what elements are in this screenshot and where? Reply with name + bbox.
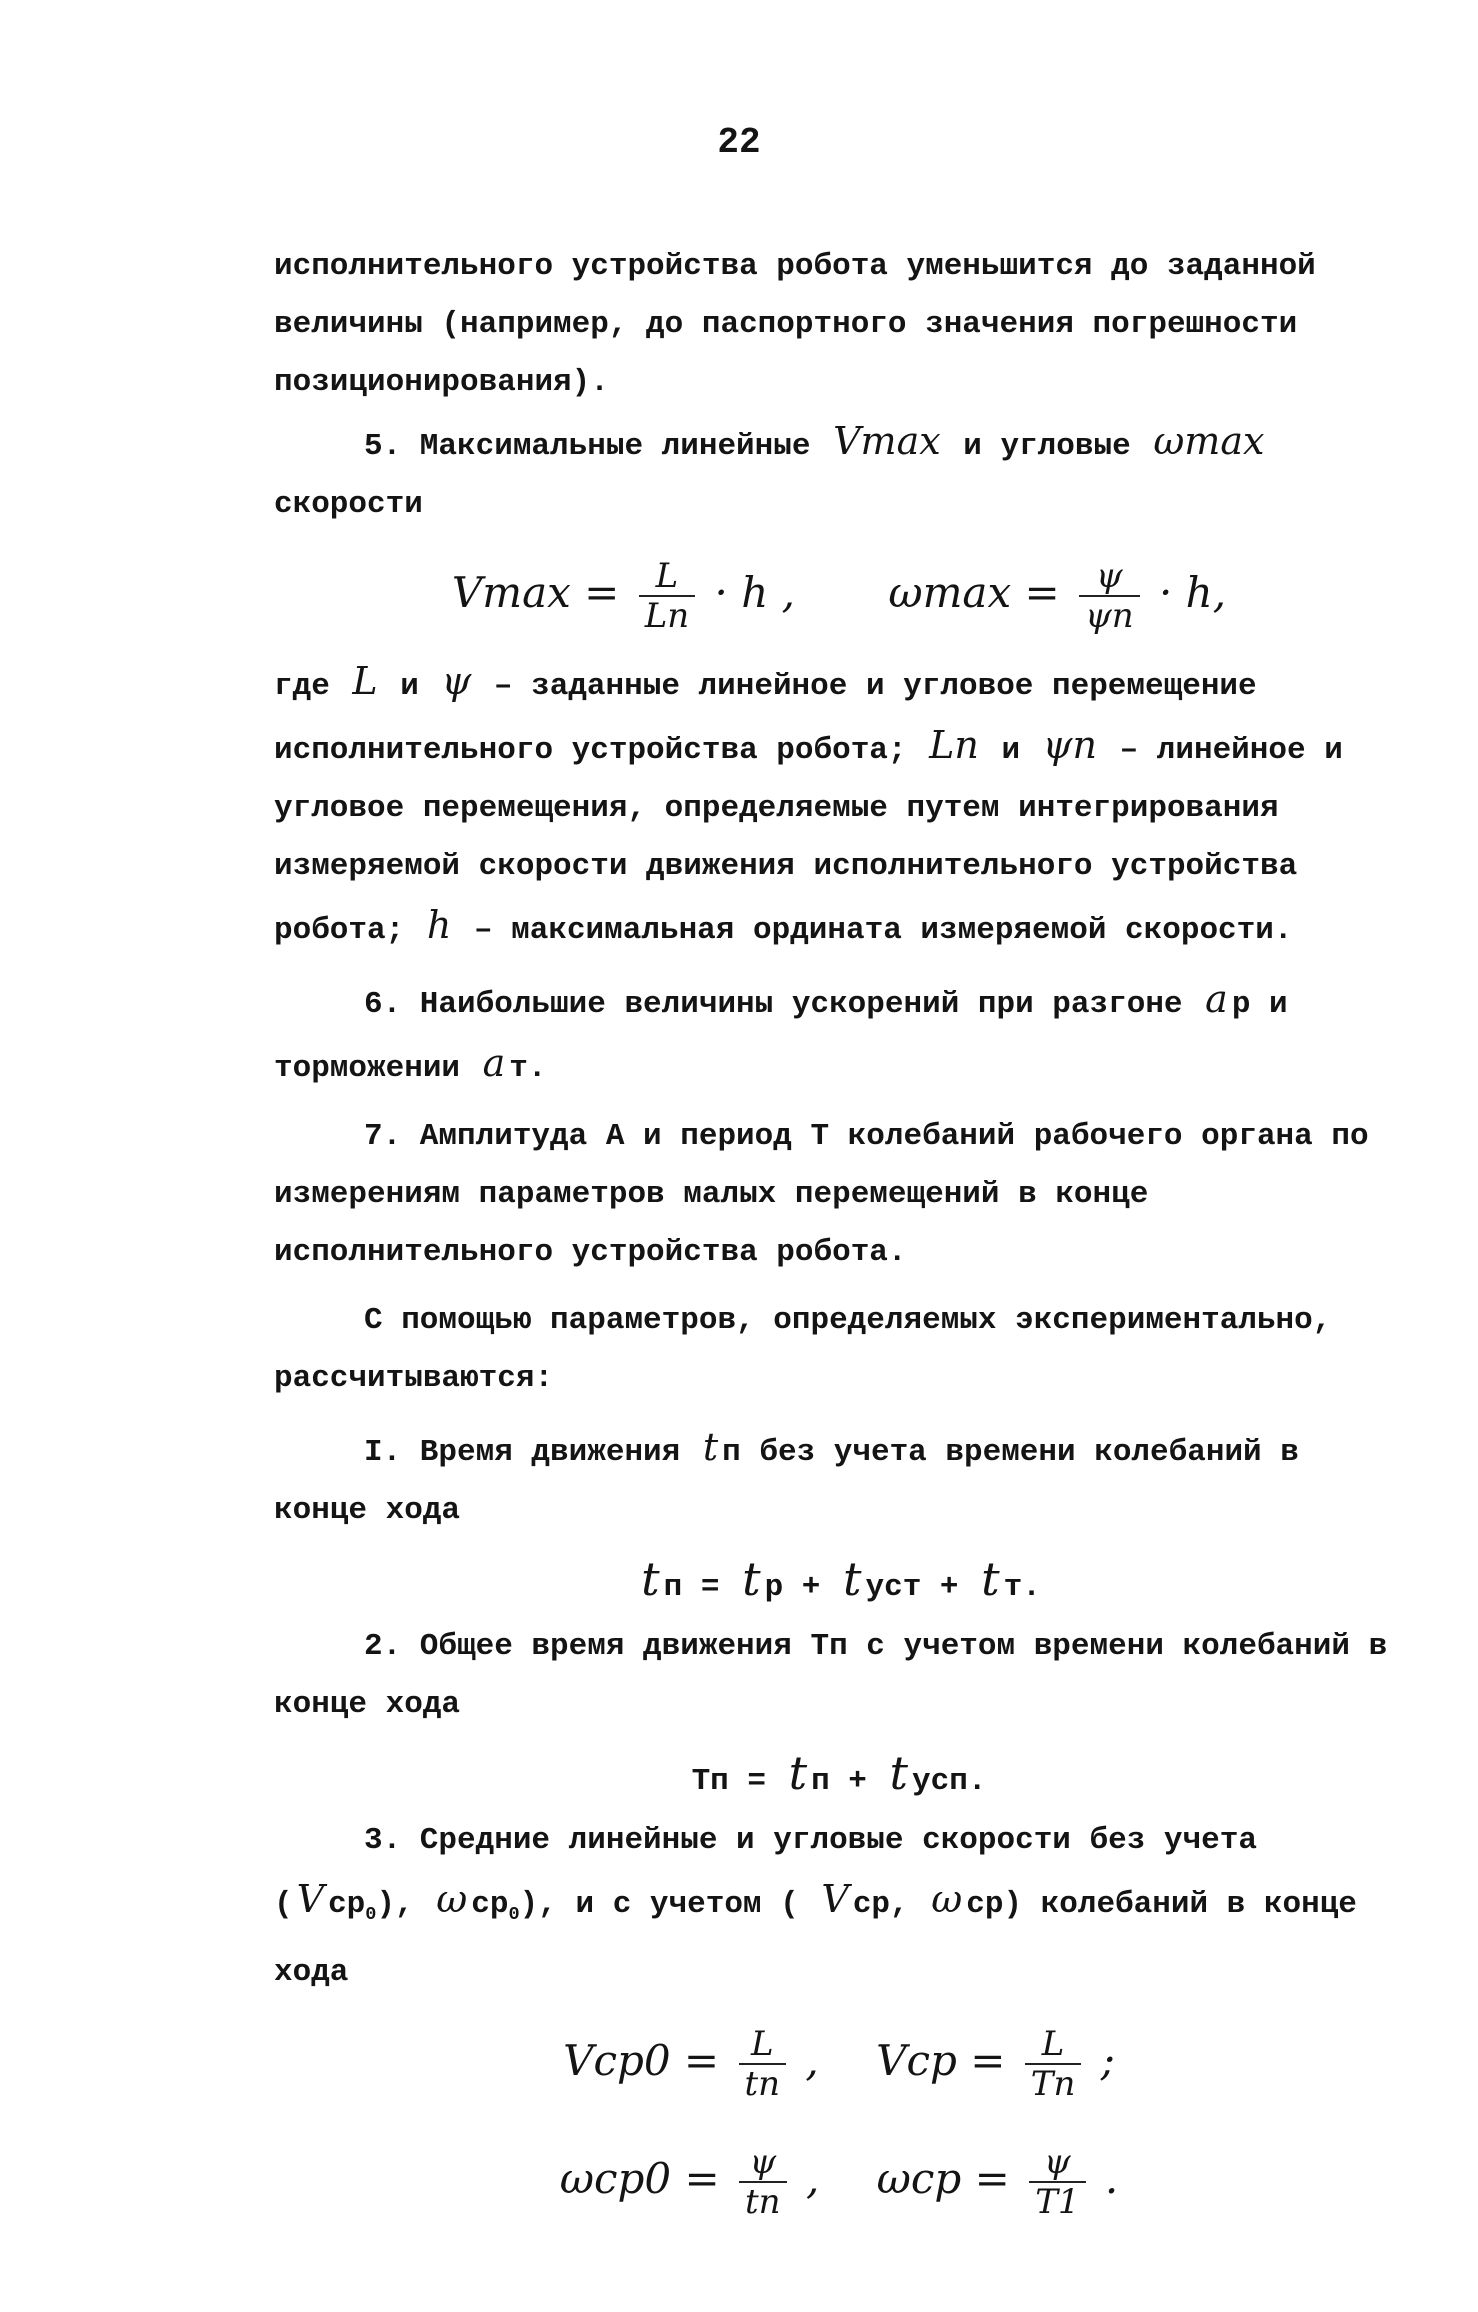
fraction: $\frac{\psi}{\psi n}$ — [1079, 557, 1140, 635]
page-number: 22 — [717, 122, 761, 163]
item-calc-3: 3. Средние линейные и угловые скорости без учета ( V $ср_0$), ω $ср_0$), и с учетом ( V ср, ω ср) колебаний в конце хода — [274, 1823, 1357, 1991]
item-7: 7. Амплитуда А и период Т колебаний рабочего органа по измерениям параметров малых перемещений в конце исполнительного устройства робота. — [274, 1119, 1369, 1270]
formula-Tn: Тп = t п + t усп. — [691, 1746, 987, 1800]
item-calc-2: 2. Общее время движения Тп с учетом времени колебаний в конце хода — [274, 1629, 1388, 1722]
symbol-omega-max: ωmax — [1153, 419, 1265, 463]
paragraph-where: где L и ψ – заданные линейное и угловое перемещение исполнительного устройства робота; Ln и ψn – линейное и угловое перемещения, определяемые путем интегрирования измеряемой скорости движения исполнительного устройства робота; h – максимальная ордината измеряемой скорости. — [274, 659, 1343, 948]
paragraph-continuation: исполнительного устройства робота уменьшится до заданной величины (например, до паспортного значения погрешности позиционирования). — [274, 249, 1316, 400]
formula-avg-angular: ωcp0 = $\frac{\psi}{tn}$ , ωcp = $\frac{\psi}{T1}$ . — [559, 2142, 1119, 2223]
symbol-vmax: Vmax — [833, 419, 941, 463]
formula-vmax: Vmax = $\frac{L}{Ln}$ · h , — [451, 556, 795, 636]
page-body — [274, 238, 1404, 2238]
formula-max-speeds — [274, 534, 1404, 652]
item-6: 6. Наибольшие величины ускорений при разгоне a р и торможении a т. — [274, 977, 1288, 1086]
item-calc-1: I. Время движения t п без учета времени колебаний в конце хода — [274, 1425, 1299, 1528]
formula-tn: t п = t р + t уст + t т. — [641, 1552, 1041, 1606]
fraction: $\frac{L}{Ln}$ — [639, 557, 695, 635]
formula-omega-max: ωmax = $\frac{\psi}{\psi n}$ · h, — [888, 556, 1227, 636]
paragraph-calculated: С помощью параметров, определяемых экспериментально, рассчитываются: — [274, 1303, 1332, 1396]
item-5: 5. Максимальные линейные Vmax и угловые ωmax скорости — [274, 412, 1404, 534]
formula-avg-linear: Vcp0 = $\frac{L}{tn}$ , Vcp = $\frac{L}{Tn}$ ; — [563, 2024, 1115, 2105]
